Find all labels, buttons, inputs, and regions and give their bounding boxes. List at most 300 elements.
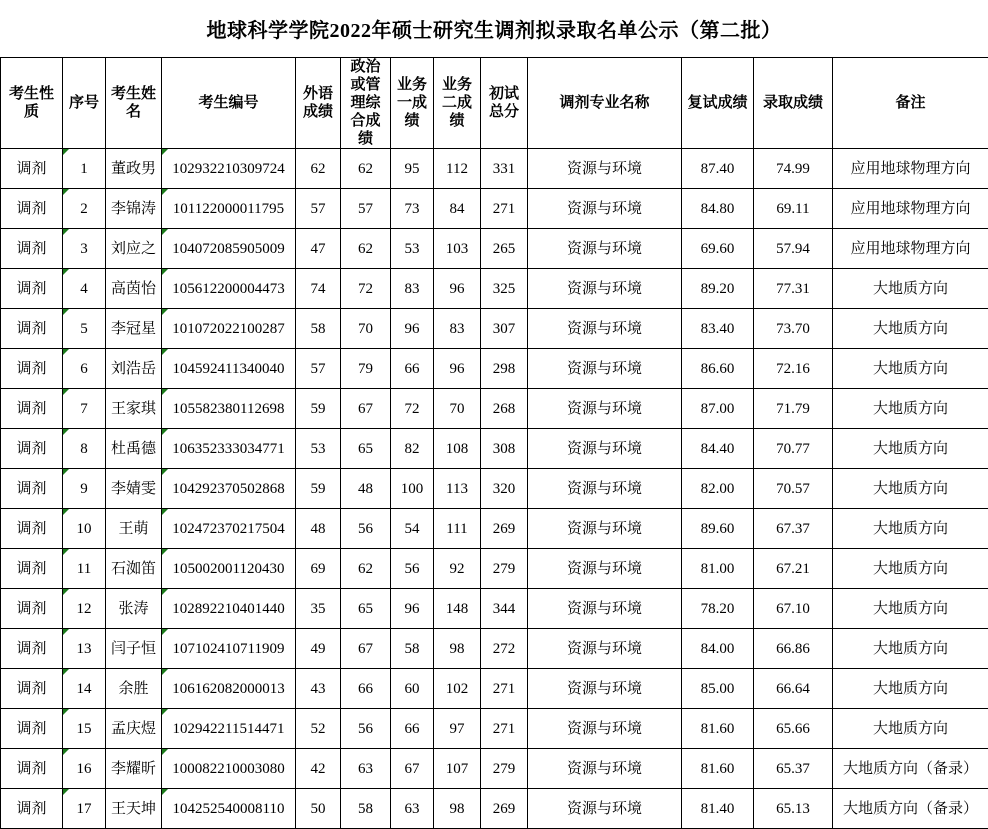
cell-text: 资源与环境	[566, 640, 642, 657]
cell-text: 86.60	[700, 360, 735, 377]
cell-text: 资源与环境	[566, 560, 642, 577]
cell-retest	[682, 469, 754, 509]
cell-foreign	[296, 549, 341, 589]
column-header-politics: 政治或管理综合成绩	[341, 58, 391, 149]
cell-total	[481, 429, 528, 469]
cell-major1	[391, 669, 434, 709]
cell-text: 3	[80, 240, 88, 257]
cell-seq	[63, 149, 106, 189]
cell-text: 资源与环境	[566, 480, 642, 497]
cell-major2	[434, 149, 481, 189]
cell-name	[106, 669, 162, 709]
cell-text: 资源与环境	[566, 600, 642, 617]
green-triangle-icon	[63, 149, 69, 155]
cell-text: 调剂	[16, 400, 47, 417]
cell-note	[833, 309, 988, 349]
cell-program	[528, 229, 682, 269]
cell-final	[754, 749, 833, 789]
cell-program	[528, 389, 682, 429]
cell-politics	[341, 629, 391, 669]
cell-text: 12	[76, 600, 92, 617]
cell-seq	[63, 669, 106, 709]
cell-text: 69	[310, 560, 326, 577]
cell-text: 58	[404, 640, 420, 657]
cell-text: 111	[446, 520, 468, 537]
cell-text: 69.11	[776, 200, 810, 217]
cell-text: 268	[492, 400, 516, 417]
cell-total	[481, 389, 528, 429]
table-row	[1, 389, 988, 429]
cell-nature	[1, 549, 63, 589]
cell-retest	[682, 389, 754, 429]
cell-text: 资源与环境	[566, 440, 642, 457]
cell-text: 107	[445, 760, 469, 777]
green-triangle-icon	[63, 229, 69, 235]
cell-politics	[341, 509, 391, 549]
cell-seq	[63, 309, 106, 349]
green-triangle-icon	[162, 229, 168, 235]
cell-text: 102	[445, 680, 469, 697]
cell-text: 62	[358, 560, 373, 577]
cell-text: 105002001120430	[172, 560, 285, 577]
cell-major1	[391, 549, 434, 589]
cell-program	[528, 749, 682, 789]
cell-text: 107102410711909	[172, 640, 285, 657]
cell-text: 49	[310, 640, 326, 657]
cell-text: 大地质方向	[872, 360, 948, 377]
cell-text: 48	[358, 480, 373, 497]
cell-text: 56	[358, 520, 373, 537]
cell-id	[162, 549, 296, 589]
cell-total	[481, 149, 528, 189]
green-triangle-icon	[162, 429, 168, 435]
column-header-note: 备注	[833, 58, 988, 149]
green-triangle-icon	[63, 789, 69, 795]
cell-major1	[391, 469, 434, 509]
cell-major2	[434, 189, 481, 229]
cell-text: 102942211514471	[172, 720, 285, 737]
cell-note	[833, 189, 988, 229]
cell-major1	[391, 389, 434, 429]
cell-text: 张涛	[118, 600, 149, 617]
cell-text: 58	[310, 320, 326, 337]
cell-text: 69.60	[700, 240, 735, 257]
table-row	[1, 469, 988, 509]
cell-text: 67.21	[776, 560, 810, 577]
cell-final	[754, 229, 833, 269]
cell-text: 79	[358, 360, 373, 377]
cell-text: 大地质方向	[872, 400, 948, 417]
column-header-major1: 业务一成绩	[391, 58, 434, 149]
table-row	[1, 269, 988, 309]
cell-text: 资源与环境	[566, 160, 642, 177]
cell-text: 资源与环境	[566, 680, 642, 697]
cell-final	[754, 349, 833, 389]
cell-text: 58	[358, 800, 373, 817]
cell-text: 调剂	[16, 680, 47, 697]
cell-text: 103	[445, 240, 469, 257]
cell-seq	[63, 189, 106, 229]
cell-final	[754, 469, 833, 509]
cell-text: 50	[310, 800, 326, 817]
cell-note	[833, 469, 988, 509]
cell-politics	[341, 749, 391, 789]
cell-text: 112	[446, 160, 468, 177]
cell-program	[528, 469, 682, 509]
cell-text: 78.20	[700, 600, 735, 617]
cell-text: 调剂	[16, 720, 47, 737]
cell-retest	[682, 669, 754, 709]
cell-note	[833, 509, 988, 549]
cell-text: 资源与环境	[566, 760, 642, 777]
cell-text: 2	[80, 200, 88, 217]
cell-text: 97	[449, 720, 465, 737]
cell-foreign	[296, 509, 341, 549]
cell-text: 调剂	[16, 440, 47, 457]
cell-major2	[434, 269, 481, 309]
cell-text: 84.80	[700, 200, 735, 217]
cell-note	[833, 269, 988, 309]
cell-politics	[341, 389, 391, 429]
cell-text: 81.60	[700, 720, 735, 737]
cell-text: 84.40	[700, 440, 735, 457]
cell-text: 73.70	[776, 320, 810, 337]
cell-text: 52	[310, 720, 326, 737]
cell-text: 271	[492, 720, 516, 737]
green-triangle-icon	[63, 749, 69, 755]
cell-text: 57	[310, 360, 326, 377]
cell-foreign	[296, 469, 341, 509]
cell-total	[481, 589, 528, 629]
cell-text: 53	[310, 440, 326, 457]
cell-note	[833, 709, 988, 749]
cell-text: 李锦涛	[111, 200, 157, 217]
cell-seq	[63, 269, 106, 309]
cell-id	[162, 389, 296, 429]
cell-text: 调剂	[16, 160, 47, 177]
cell-retest	[682, 589, 754, 629]
table-row	[1, 709, 988, 749]
table-row	[1, 629, 988, 669]
cell-note	[833, 429, 988, 469]
cell-text: 调剂	[16, 760, 47, 777]
cell-seq	[63, 469, 106, 509]
cell-foreign	[296, 589, 341, 629]
cell-text: 闫子恒	[111, 640, 157, 657]
cell-text: 102472370217504	[172, 520, 285, 537]
column-header-retest: 复试成绩	[682, 58, 754, 149]
cell-text: 96	[449, 280, 465, 297]
cell-text: 70.57	[776, 480, 810, 497]
cell-text: 余胜	[118, 680, 149, 697]
green-triangle-icon	[162, 349, 168, 355]
green-triangle-icon	[162, 669, 168, 675]
cell-text: 67	[358, 400, 373, 417]
cell-text: 54	[404, 520, 420, 537]
cell-text: 刘浩岳	[111, 360, 157, 377]
cell-text: 81.40	[700, 800, 735, 817]
cell-retest	[682, 549, 754, 589]
cell-text: 65	[358, 440, 373, 457]
column-header-foreign: 外语成绩	[296, 58, 341, 149]
cell-program	[528, 709, 682, 749]
cell-text: 调剂	[16, 240, 47, 257]
cell-text: 71.79	[776, 400, 810, 417]
cell-major2	[434, 629, 481, 669]
cell-name	[106, 189, 162, 229]
cell-text: 资源与环境	[566, 720, 642, 737]
cell-total	[481, 629, 528, 669]
cell-total	[481, 749, 528, 789]
cell-text: 63	[358, 760, 373, 777]
cell-text: 72	[358, 280, 373, 297]
column-header-nature: 考生性质	[1, 58, 63, 149]
cell-text: 98	[449, 640, 465, 657]
cell-nature	[1, 269, 63, 309]
cell-text: 李耀昕	[111, 760, 157, 777]
cell-final	[754, 549, 833, 589]
cell-text: 81.00	[700, 560, 735, 577]
green-triangle-icon	[162, 189, 168, 195]
cell-nature	[1, 709, 63, 749]
cell-id	[162, 669, 296, 709]
green-triangle-icon	[162, 149, 168, 155]
green-triangle-icon	[162, 389, 168, 395]
cell-text: 资源与环境	[566, 400, 642, 417]
green-triangle-icon	[63, 549, 69, 555]
cell-text: 王家琪	[111, 400, 157, 417]
cell-nature	[1, 669, 63, 709]
cell-retest	[682, 269, 754, 309]
cell-retest	[682, 429, 754, 469]
cell-text: 96	[404, 320, 420, 337]
green-triangle-icon	[63, 669, 69, 675]
cell-major1	[391, 709, 434, 749]
cell-nature	[1, 309, 63, 349]
cell-text: 331	[492, 160, 516, 177]
cell-major1	[391, 789, 434, 829]
cell-text: 13	[76, 640, 92, 657]
cell-seq	[63, 389, 106, 429]
cell-total	[481, 269, 528, 309]
cell-text: 279	[492, 560, 516, 577]
cell-text: 70	[358, 320, 373, 337]
cell-text: 47	[310, 240, 326, 257]
cell-program	[528, 629, 682, 669]
cell-text: 82.00	[700, 480, 735, 497]
cell-name	[106, 349, 162, 389]
cell-text: 应用地球物理方向	[850, 160, 971, 177]
cell-text: 调剂	[16, 560, 47, 577]
cell-text: 83	[404, 280, 420, 297]
column-header-major2: 业务二成绩	[434, 58, 481, 149]
cell-text: 大地质方向	[872, 720, 948, 737]
cell-text: 83.40	[700, 320, 735, 337]
cell-nature	[1, 469, 63, 509]
cell-text: 101072022100287	[172, 320, 285, 337]
cell-total	[481, 349, 528, 389]
cell-text: 265	[492, 240, 516, 257]
cell-text: 104592411340040	[172, 360, 285, 377]
cell-text: 269	[492, 800, 516, 817]
cell-retest	[682, 709, 754, 749]
cell-text: 调剂	[16, 360, 47, 377]
cell-politics	[341, 149, 391, 189]
cell-text: 35	[310, 600, 326, 617]
cell-text: 77.31	[776, 280, 810, 297]
cell-text: 大地质方向	[872, 440, 948, 457]
cell-text: 72	[404, 400, 420, 417]
cell-text: 104292370502868	[172, 480, 285, 497]
cell-seq	[63, 629, 106, 669]
cell-text: 66.64	[776, 680, 810, 697]
green-triangle-icon	[63, 389, 69, 395]
cell-text: 102892210401440	[172, 600, 285, 617]
cell-text: 应用地球物理方向	[850, 240, 971, 257]
cell-text: 63	[404, 800, 420, 817]
cell-text: 17	[76, 800, 92, 817]
cell-text: 调剂	[16, 640, 47, 657]
cell-text: 57.94	[776, 240, 810, 257]
cell-text: 81.60	[700, 760, 735, 777]
admission-table	[0, 57, 988, 829]
table-row	[1, 189, 988, 229]
cell-text: 84.00	[700, 640, 735, 657]
cell-text: 271	[492, 200, 516, 217]
cell-foreign	[296, 309, 341, 349]
cell-note	[833, 749, 988, 789]
cell-text: 16	[76, 760, 92, 777]
cell-retest	[682, 509, 754, 549]
cell-name	[106, 149, 162, 189]
column-header-program: 调剂专业名称	[528, 58, 682, 149]
cell-text: 56	[358, 720, 373, 737]
cell-nature	[1, 509, 63, 549]
cell-major2	[434, 669, 481, 709]
cell-foreign	[296, 789, 341, 829]
cell-text: 96	[404, 600, 420, 617]
cell-text: 调剂	[16, 480, 47, 497]
cell-name	[106, 269, 162, 309]
cell-retest	[682, 229, 754, 269]
cell-final	[754, 389, 833, 429]
green-triangle-icon	[63, 269, 69, 275]
cell-program	[528, 669, 682, 709]
cell-name	[106, 629, 162, 669]
cell-text: 148	[445, 600, 469, 617]
cell-text: 269	[492, 520, 516, 537]
cell-text: 272	[492, 640, 516, 657]
cell-final	[754, 269, 833, 309]
cell-text: 刘应之	[111, 240, 157, 257]
cell-retest	[682, 189, 754, 229]
cell-nature	[1, 789, 63, 829]
cell-nature	[1, 629, 63, 669]
cell-text: 1	[80, 160, 88, 177]
cell-text: 84	[449, 200, 465, 217]
cell-note	[833, 389, 988, 429]
cell-seq	[63, 709, 106, 749]
cell-final	[754, 789, 833, 829]
column-header-final: 录取成绩	[754, 58, 833, 149]
cell-text: 344	[492, 600, 516, 617]
cell-text: 70.77	[776, 440, 810, 457]
cell-major1	[391, 309, 434, 349]
cell-major2	[434, 509, 481, 549]
cell-text: 48	[310, 520, 326, 537]
table-row	[1, 669, 988, 709]
cell-seq	[63, 749, 106, 789]
cell-text: 66	[358, 680, 373, 697]
cell-text: 62	[310, 160, 326, 177]
cell-total	[481, 669, 528, 709]
cell-text: 106352333034771	[172, 440, 285, 457]
cell-name	[106, 469, 162, 509]
cell-retest	[682, 789, 754, 829]
cell-seq	[63, 589, 106, 629]
cell-foreign	[296, 429, 341, 469]
green-triangle-icon	[162, 309, 168, 315]
cell-major1	[391, 629, 434, 669]
cell-major1	[391, 189, 434, 229]
cell-note	[833, 349, 988, 389]
column-header-id: 考生编号	[162, 58, 296, 149]
cell-text: 5	[80, 320, 88, 337]
cell-name	[106, 789, 162, 829]
cell-text: 董政男	[111, 160, 157, 177]
cell-retest	[682, 309, 754, 349]
table-row	[1, 229, 988, 269]
cell-text: 资源与环境	[566, 320, 642, 337]
cell-final	[754, 509, 833, 549]
cell-text: 57	[358, 200, 373, 217]
cell-major2	[434, 749, 481, 789]
cell-name	[106, 309, 162, 349]
cell-program	[528, 549, 682, 589]
cell-text: 101122000011795	[172, 200, 285, 217]
cell-text: 85.00	[700, 680, 735, 697]
cell-note	[833, 229, 988, 269]
cell-text: 资源与环境	[566, 520, 642, 537]
cell-name	[106, 509, 162, 549]
cell-major1	[391, 149, 434, 189]
cell-text: 孟庆煜	[111, 720, 157, 737]
cell-text: 65.66	[776, 720, 810, 737]
green-triangle-icon	[162, 549, 168, 555]
cell-text: 104072085905009	[172, 240, 285, 257]
cell-final	[754, 709, 833, 749]
cell-major2	[434, 469, 481, 509]
cell-text: 李冠星	[111, 320, 157, 337]
cell-text: 87.00	[700, 400, 735, 417]
cell-final	[754, 589, 833, 629]
cell-seq	[63, 549, 106, 589]
cell-total	[481, 229, 528, 269]
cell-id	[162, 309, 296, 349]
cell-text: 95	[404, 160, 420, 177]
cell-text: 大地质方向	[872, 520, 948, 537]
cell-text: 8	[80, 440, 88, 457]
cell-text: 67.37	[776, 520, 810, 537]
cell-politics	[341, 669, 391, 709]
cell-text: 100	[400, 480, 424, 497]
cell-nature	[1, 229, 63, 269]
cell-text: 62	[358, 160, 373, 177]
cell-id	[162, 709, 296, 749]
cell-note	[833, 789, 988, 829]
cell-text: 资源与环境	[566, 240, 642, 257]
cell-foreign	[296, 669, 341, 709]
